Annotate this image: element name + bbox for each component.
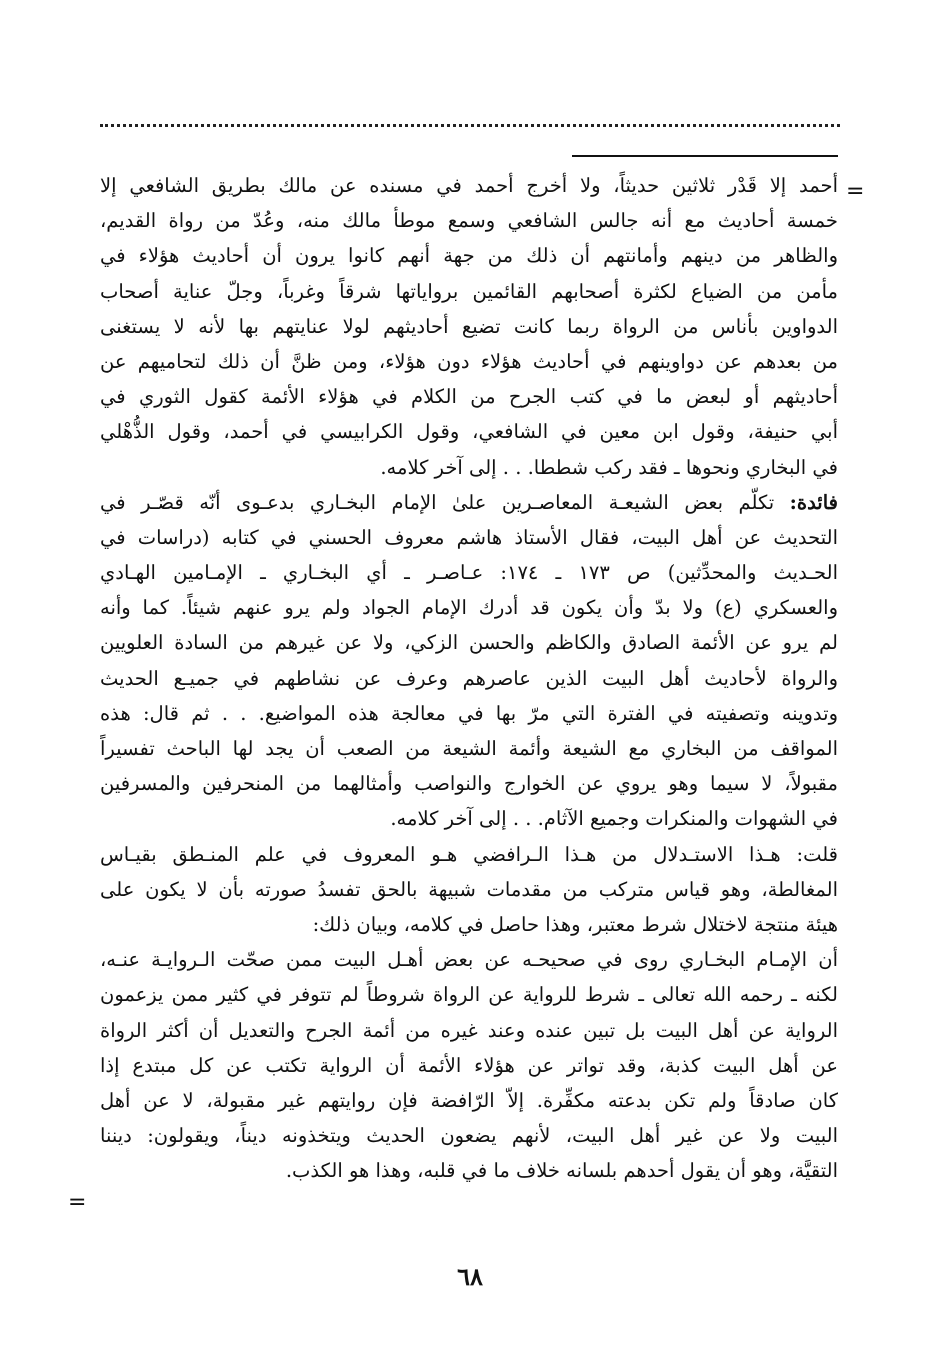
text-line — [100, 379, 838, 414]
text-line — [100, 520, 838, 555]
text-line — [100, 555, 838, 590]
line-text: كان صادقاً ولم تكن بدعته مكفِّرة. إلاّ الرّافضة فإن روايتهم غير مقبولة، لا عن أهل — [100, 1088, 838, 1112]
paragraph-lead: فائدة: — [789, 490, 838, 514]
line-text: هيئة منتجة لاختلال شرط معتبر، وهذا حاصل في كلامه، وبيان ذلك: — [312, 912, 838, 936]
dotted-separator — [100, 124, 840, 127]
text-line — [100, 625, 838, 660]
continuation-mark-bottom: = — [68, 1190, 87, 1215]
line-text: أحاديثهم أو لبعض ما في كتب الجرح من الكلام في هؤلاء الأئمة كقول الثوري في — [100, 385, 838, 409]
text-line — [100, 1013, 838, 1048]
line-text: وتدوينه وتصفيته في الفترة التي مرّ بها في معالجة هذه المواضيع. . . ثم قال: هذه — [100, 701, 838, 725]
line-text: الدواوين بأناس من الرواة ربما كانت تضيع أحاديثهم لولا عنايتهم بها لأنه لا يستغنى — [100, 314, 838, 338]
line-text: لم يرو عن الأئمة الصادق والكاظم والحسن الزكي، ولا عن غيرهم من السادة العلويين — [100, 631, 838, 655]
page-number: ٦٨ — [457, 1262, 483, 1291]
text-line — [100, 1118, 838, 1153]
line-text: والظاهر من دينهم وأمانتهم أن ذلك من جهة أنهم كانوا يرون أن أحاديث هؤلاء في — [100, 244, 838, 268]
line-text: تكلّم بعض الشيعـة المعاصـرين علىٰ الإمام البخـاري بدعـوى أنّه قصّـر في — [100, 490, 790, 514]
text-line — [100, 238, 838, 273]
text-line — [100, 344, 838, 379]
line-text: لكنه ـ رحمه الله تعالى ـ شرط للرواية عن الرواة شروطاً لم تتوفر في كثير ممن يزعمون — [100, 983, 838, 1007]
line-text: أحمد إلا قَدْر ثلاثين حديثاً، ولا أخرج أحمد في مسنده عن مالك بطريق الشافعي إلا — [100, 174, 838, 197]
line-text: من بعدهم عن دواوينهم في أحاديث هؤلاء دون هؤلاء، ومن ظنَّ أن ذلك لتحاميهم عن — [100, 349, 838, 373]
continuation-mark-top: = — [846, 179, 865, 204]
text-line — [100, 590, 838, 625]
line-text: مأمن من الضياع لكثرة أصحابهم القائمين برواياتها شرقاً وغرباً، وجلّ عناية أصحاب — [100, 279, 838, 303]
line-text: أبي حنيفة، وقول ابن معين في الشافعي، وقول الكرابيسي في أحمد، وقول الذُّهْلي — [100, 420, 838, 444]
footnote-rule — [572, 155, 838, 157]
text-line — [100, 766, 838, 801]
line-text: التقيَّة، وهو أن يقول أحدهم بلسانه خلاف ما في قلبه، وهذا هو الكذب. — [285, 1159, 838, 1183]
line-text: قلت: هـذا الاستـدلال من هـذا الـرافضي هـو المعروف في علم المنـطق بقيـاس — [100, 842, 838, 866]
text-line — [100, 450, 838, 485]
text-line — [100, 274, 838, 309]
line-text: والرواة لأحاديث أهل البيت الذين عاصرهم وعرف عن نشاطهم في جميـع الحديث — [100, 666, 838, 690]
line-text: في الشهوات والمنكرات وجميع الآثام. . . إلى آخر كلامه. — [390, 807, 838, 831]
line-text: في البخاري ونحوها ـ فقد ركب شططا. . . إلى آخر كلامه. — [380, 455, 838, 479]
text-line — [100, 661, 838, 696]
line-text: خمسة أحاديث مع أنه جالس الشافعي وسمع موطأ مالك منه، وعُدّ من رواة القديم، — [100, 209, 838, 233]
line-text: المواقف من البخاري مع الشيعة وأئمة الشيعة من الصعب أن يجد لها الباحث تفسيراً — [100, 737, 838, 760]
text-line — [100, 1048, 838, 1083]
footnote-text — [100, 168, 838, 1188]
text-line — [100, 872, 838, 907]
line-text: الحـديث والمحدِّثين) ص ١٧٣ ـ ١٧٤: عـاصـر ـ أي البخـاري ـ الإمـامين الهـادي — [100, 561, 838, 585]
line-text: التحديث عن أهل البيت، فقال الأستاذ هاشم معروف الحسني في كتابه (دراسات في — [100, 525, 838, 549]
text-line — [100, 1153, 838, 1188]
line-text: المغالطة، وهو قياس متركب من مقدمات شبيهة بالحق تفسدُ صورته بأن لا يكون على — [100, 877, 838, 901]
line-text: عن أهل البيت كذبة، وقد تواتر عن هؤلاء الأئمة أن الرواية تكتب عن كل مبتدع إذا — [100, 1053, 838, 1077]
text-line — [100, 414, 838, 449]
line-text: أن الإمـام البخـاري روى في صحيحـه عن بعض أهـل البيت ممن صحّت الـروايـة عنـه، — [100, 948, 838, 972]
text-line — [100, 1083, 838, 1118]
text-line — [100, 203, 838, 238]
text-line — [100, 696, 838, 731]
text-line — [100, 731, 838, 766]
text-line — [100, 485, 838, 520]
text-line — [100, 801, 838, 836]
line-text: البيت ولا عن غير أهل البيت، لأنهم يضعون الحديث ويتخذونه ديناً، ويقولون: ديننا — [100, 1124, 838, 1148]
text-line — [100, 942, 838, 977]
text-line — [100, 309, 838, 344]
text-line — [100, 907, 838, 942]
text-line — [100, 977, 838, 1012]
line-text: والعسكري (ع) ولا بدّ وأن يكون قد أدرك الإمام الجواد ولم يرو عنهم شيئاً. كما وأنه — [100, 596, 838, 620]
line-text: مقبولاً، لا سيما وهو يروي عن الخوارج والنواصب وأمثالهما من المنحرفين والمسرفين — [100, 772, 838, 796]
text-line — [100, 168, 838, 203]
line-text: الرواية عن أهل البيت بل تبين عنده وعند غيره من أئمة الجرح والتعديل أن أكثر الرواة — [100, 1018, 838, 1042]
text-line — [100, 837, 838, 872]
